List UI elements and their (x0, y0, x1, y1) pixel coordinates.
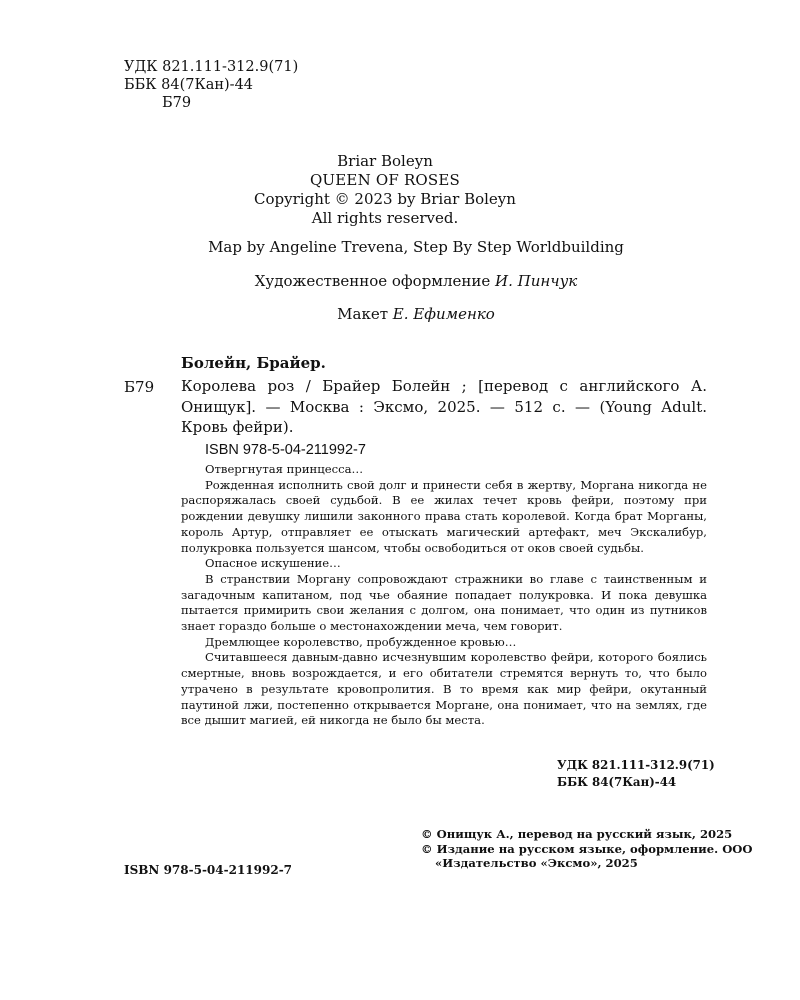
original-edition-credits (0, 152, 770, 228)
bbk-code-bottom: ББК 84(7Кан)-44 (557, 775, 677, 789)
original-author: Briar Boleyn (337, 152, 433, 170)
author-mark-code: Б79 (162, 95, 192, 111)
bottom-classification-block (557, 757, 715, 791)
annotation-paragraph: Считавшееся давным-давно исчезнувшим королевство фейри, которого боялись смертные, вновь возрождается, и его обитатели стремятся вернуть то, что было утрачено в результате кровопролития. В то время как мир фейри, окутанный паутиной лжи, постепенно открывается Моргане, она понимает, что на землях, где все дышит магией, ей никогда не было бы места. (181, 650, 707, 728)
edition-copyright: © Издание на русском языке, оформление. ООО «Издательство «Эксмо», 2025 (421, 841, 753, 870)
copyright-line: Copyright © 2023 by Briar Boleyn (254, 190, 516, 208)
annotation (181, 462, 707, 729)
catalog-code: Б79 (124, 378, 155, 396)
bbk-code: ББК 84(7Кан)-44 (124, 77, 254, 93)
layout-credit-name: Е. Ефименко (392, 305, 495, 323)
art-credit-name: И. Пинчук (495, 272, 578, 290)
isbn-bottom: ISBN 978-5-04-211992-7 (124, 863, 293, 877)
udk-code: УДК 821.111-312.9(71) (124, 59, 299, 75)
translation-copyright: © Онищук А., перевод на русский язык, 2025 (421, 827, 733, 841)
annotation-paragraph: Дремлющее королевство, пробужденное кровью… (205, 634, 517, 649)
bibliographic-description: Королева роз / Брайер Болейн ; [перевод с английского А. Онищук]. — Москва : Эксмо, 2025. — 512 с. — (Young Adult. Кровь фейри). (181, 377, 707, 436)
catalog-isbn: ISBN 978-5-04-211992-7 (205, 442, 366, 458)
layout-credit-label: Макет (337, 305, 393, 323)
original-title: QUEEN OF ROSES (309, 171, 461, 189)
top-classification-block (124, 58, 298, 112)
layout-credit (0, 305, 800, 323)
art-credit (0, 272, 800, 290)
udk-code-bottom: УДК 821.111-312.9(71) (557, 758, 715, 772)
map-credit: Map by Angeline Trevena, Step By Step Worldbuilding (208, 238, 624, 256)
annotation-paragraph: Отвергнутая принцесса… (205, 462, 364, 476)
rights-line: All rights reserved. (311, 209, 459, 227)
art-credit-label: Художественное оформление (254, 272, 496, 290)
annotation-paragraph: Рожденная исполнить свой долг и принести себя в жертву, Моргана никогда не распоряжалась своей судьбой. В ее жилах течет кровь фейри, поэтому при рождении девушку лишили законного права стать королевой. Когда брат Морганы, король Артур, отправляет ее отыскать магический артефакт, меч Экскалибур, полукровка пользуется шансом, чтобы освободиться от оков своей судьбы. (181, 477, 707, 555)
catalog-author-heading: Болейн, Брайер. (181, 354, 326, 372)
annotation-paragraph: Опасное искушение… (205, 556, 341, 571)
annotation-paragraph: В странствии Моргану сопровождают стражники во главе с таинственным и загадочным капитаном, под чье обаяние попадает полукровка. И пока девушка пытается примирить свои желания с долгом, она понимает, что один из путников знает гораздо больше о местонахождении меча, чем говорит. (181, 571, 707, 634)
copyright-notices (421, 827, 800, 871)
